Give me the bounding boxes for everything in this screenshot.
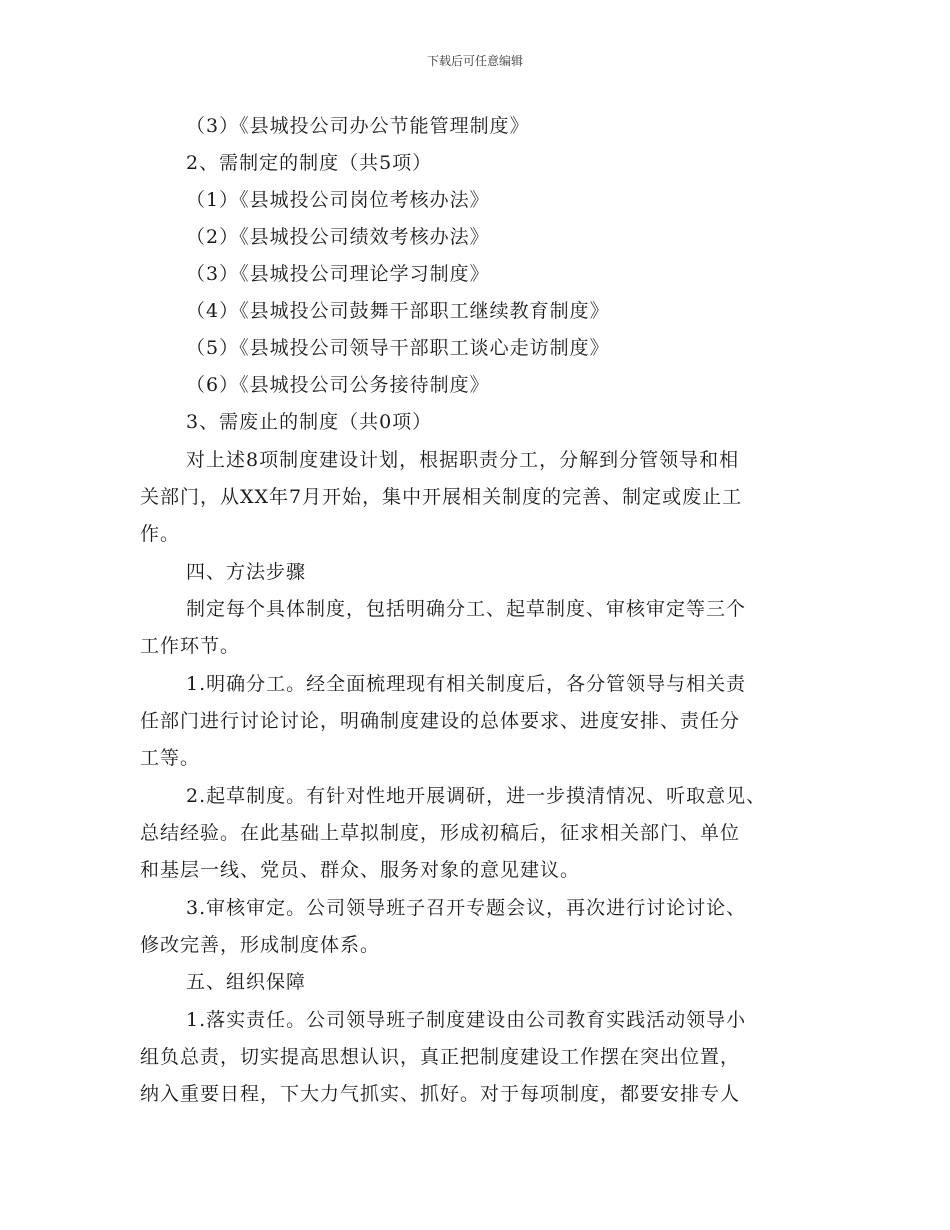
list-item: （1）《县城投公司岗位考核办法》	[186, 189, 490, 211]
paragraph-line: 制定每个具体制度，包括明确分工、起草制度、审核审定等三个	[186, 598, 747, 620]
list-item: （3）《县城投公司理论学习制度》	[186, 263, 490, 285]
paragraph-line: 对上述8项制度建设计划，根据职责分工，分解到分管领导和相	[186, 449, 740, 471]
list-item: （6）《县城投公司公务接待制度》	[186, 374, 490, 396]
paragraph-line: 2.起草制度。有针对性地开展调研，进一步摸清情况、听取意见、	[186, 785, 767, 807]
paragraph-line: 工等。	[140, 747, 201, 769]
list-item: （4）《县城投公司鼓舞干部职工继续教育制度》	[186, 300, 610, 322]
section-heading: 2、需制定的制度（共5项）	[186, 152, 433, 174]
paragraph-line: 和基层一线、党员、群众、服务对象的意见建议。	[140, 859, 581, 881]
section-heading: 四、方法步骤	[186, 561, 307, 583]
list-item: （2）《县城投公司绩效考核办法》	[186, 226, 490, 248]
paragraph-line: 组负总责，切实提高思想认识，真正把制度建设工作摆在突出位置，	[140, 1046, 741, 1068]
section-heading: 五、组织保障	[186, 971, 307, 993]
paragraph-line: 总结经验。在此基础上草拟制度，形成初稿后，征求相关部门、单位	[140, 822, 741, 844]
paragraph-line: 任部门进行讨论讨论，明确制度建设的总体要求、进度安排、责任分	[140, 710, 741, 732]
paragraph-line: 1.落实责任。公司领导班子制度建设由公司教育实践活动领导小	[186, 1009, 747, 1031]
list-item: （5）《县城投公司领导干部职工谈心走访制度》	[186, 337, 610, 359]
paragraph-line: 3.审核审定。公司领导班子召开专题会议，再次进行讨论讨论、	[186, 897, 747, 919]
paragraph-line: 关部门，从XX年7月开始，集中开展相关制度的完善、制定或废止工	[140, 486, 743, 508]
section-heading: 3、需废止的制度（共0项）	[186, 411, 433, 433]
paragraph-line: 1.明确分工。经全面梳理现有相关制度后，各分管领导与相关责	[186, 673, 747, 695]
list-item: （3）《县城投公司办公节能管理制度》	[186, 115, 530, 137]
paragraph-line: 纳入重要日程，下大力气抓实、抓好。对于每项制度，都要安排专人	[140, 1083, 741, 1105]
page-header: 下载后可任意编辑	[426, 54, 523, 68]
paragraph-line: 修改完善，形成制度体系。	[140, 934, 381, 956]
paragraph-line: 工作环节。	[140, 635, 241, 657]
paragraph-line: 作。	[140, 523, 181, 545]
